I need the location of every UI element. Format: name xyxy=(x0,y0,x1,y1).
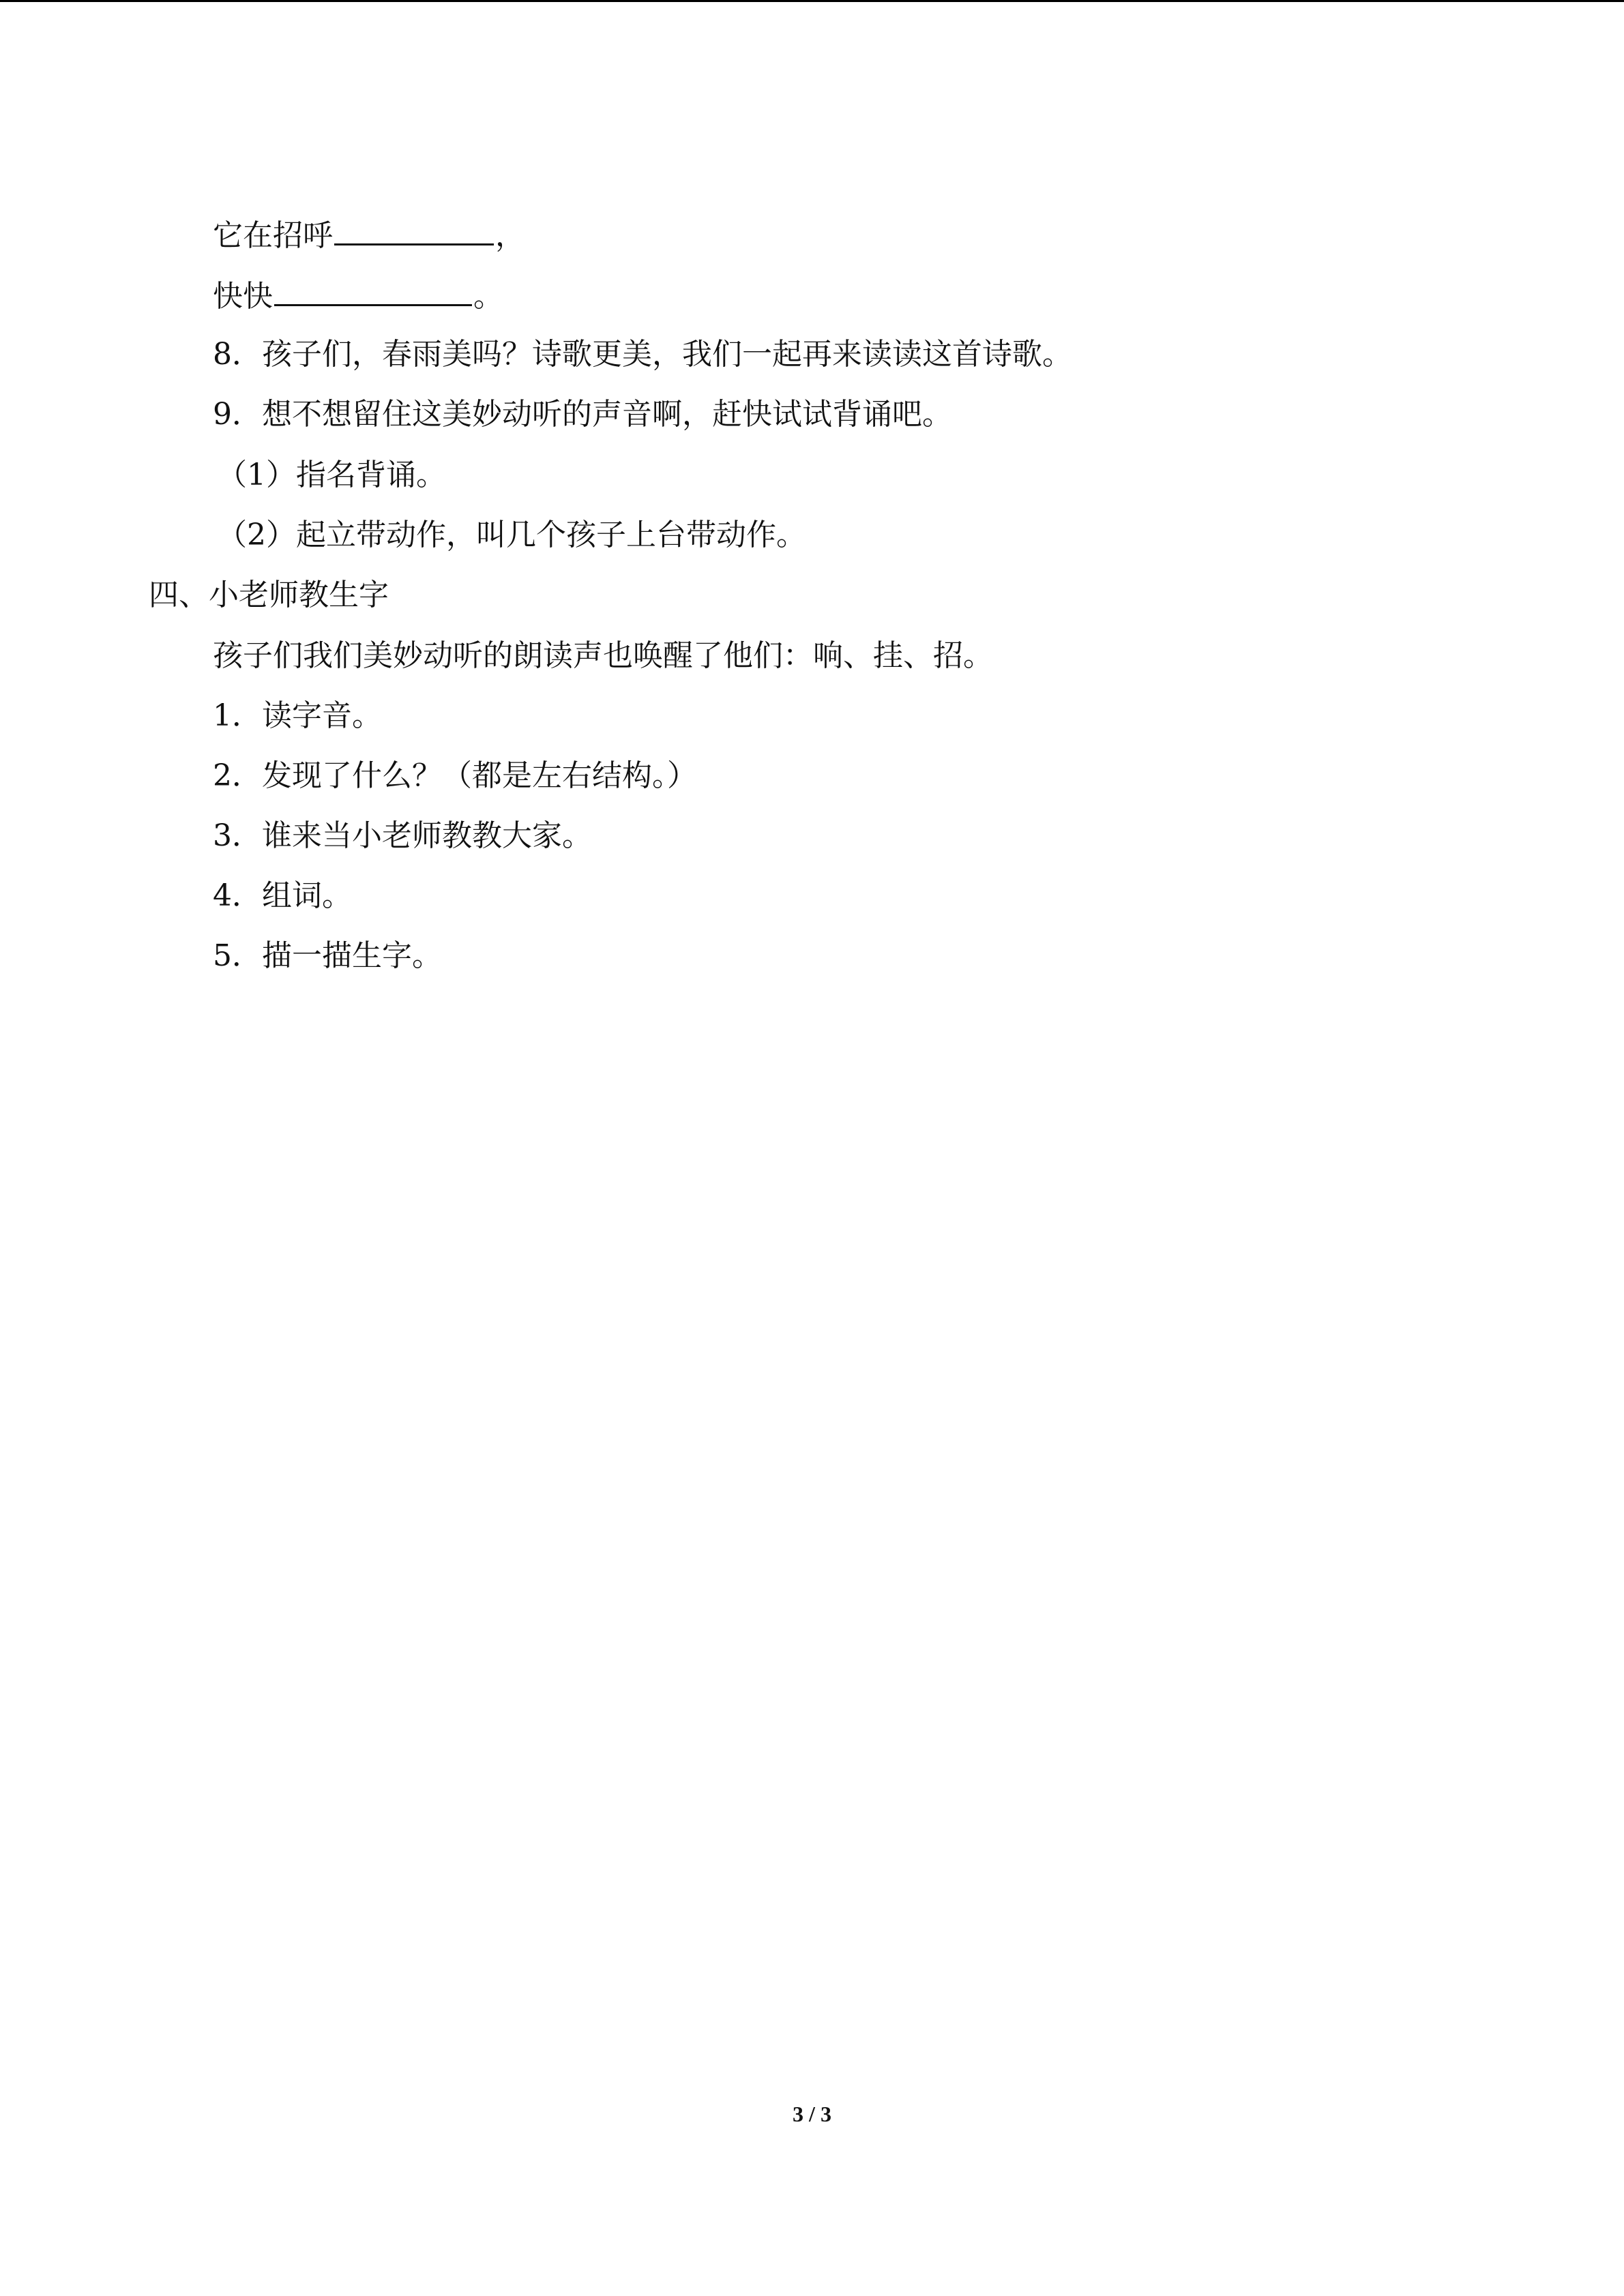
list-item: 3．谁来当小老师教教大家。 xyxy=(213,818,592,853)
poem-line-1-punct: ， xyxy=(495,218,525,253)
poem-line-fill-blank-1 xyxy=(213,213,525,256)
step-8: 8．孩子们，春雨美吗？诗歌更美，我们一起再来读读这首诗歌。 xyxy=(213,337,1072,372)
poem-line-1-text: 它在招呼 xyxy=(213,218,333,253)
page-number: 3 / 3 xyxy=(793,2102,831,2126)
section-heading: 四、小老师教生字 xyxy=(149,578,389,612)
page-top-border xyxy=(0,0,1624,2)
answer-blank-1[interactable] xyxy=(334,213,494,245)
answer-blank-2[interactable] xyxy=(274,274,472,306)
list-item: 4．组词。 xyxy=(213,878,352,913)
list-item: 2．发现了什么？（都是左右结构。） xyxy=(213,758,697,793)
list-item: 1．读字音。 xyxy=(213,698,382,733)
substep-1: （1）指名背诵。 xyxy=(217,458,446,492)
section-intro: 孩子们我们美妙动听的朗读声也唤醒了他们：响、挂、招。 xyxy=(213,638,993,673)
list-item: 5．描一描生字。 xyxy=(213,938,442,973)
poem-line-fill-blank-2 xyxy=(213,274,503,317)
poem-line-2-punct: 。 xyxy=(473,279,503,314)
step-9: 9．想不想留住这美妙动听的声音啊，赶快试试背诵吧。 xyxy=(213,397,952,432)
poem-line-2-text: 快快 xyxy=(213,279,273,314)
substep-2: （2）起立带动作，叫几个孩子上台带动作。 xyxy=(217,518,806,552)
